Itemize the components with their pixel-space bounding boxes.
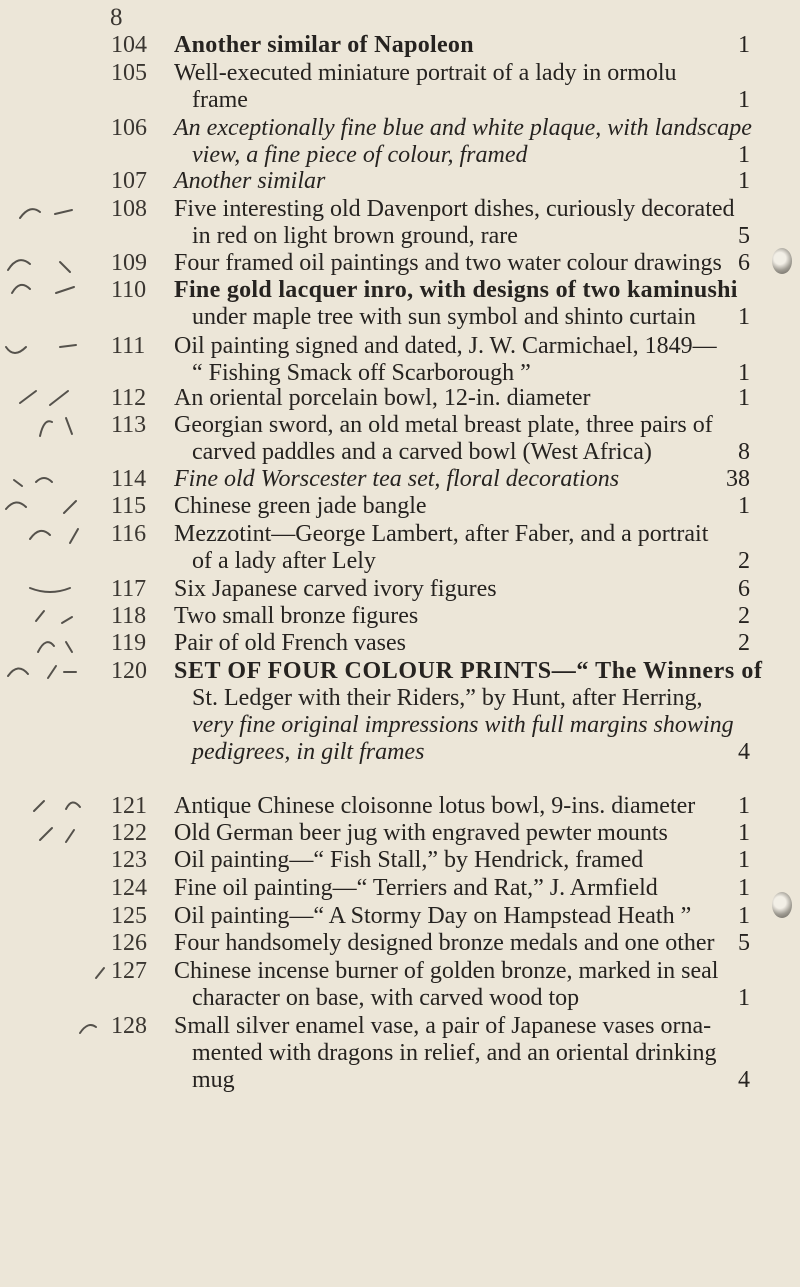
pencil-annotation-mark [0,630,110,660]
lot-description-line: Fine gold lacquer inro, with designs of two kaminushi [174,277,738,303]
lot-description-line: Oil painting signed and dated, J. W. Carmichael, 1849— [174,333,717,359]
lot-description-line: Four handsomely designed bronze medals and one other [174,930,715,956]
lot-quantity: 6 [738,250,750,276]
lot-description-line: “ Fishing Smack off Scarborough ” [192,360,531,386]
lot-number: 113 [111,412,147,438]
lot-quantity: 2 [738,630,750,656]
lot-description-line: view, a fine piece of colour, framed [192,142,528,168]
lot-number: 109 [111,250,147,276]
lot-description-line: Pair of old French vases [174,630,406,656]
lot-description-line: Another similar [174,168,326,194]
pencil-annotation-mark [0,658,110,688]
lot-description [174,115,752,169]
lot-description [174,875,736,902]
lot-description [174,521,736,575]
lot-quantity: 2 [738,548,750,574]
lot-description-line: mented with dragons in relief, and an oriental drinking [192,1040,717,1066]
lot-description-line: mug [192,1067,235,1093]
binding-hole-mark [772,248,792,274]
lot-quantity: 5 [738,930,750,956]
lot-description-line: Four framed oil paintings and two water colour drawings [174,250,722,276]
lot-description-line: Antique Chinese cloisonne lotus bowl, 9-ins. diameter [174,793,696,819]
lot-description-line: character on base, with carved wood top [192,985,580,1011]
page-number: 8 [110,4,123,31]
lot-description [174,277,736,331]
lot-number: 117 [111,576,147,602]
lot-description-line: Two small bronze figures [174,603,419,629]
lot-number: 116 [111,521,147,547]
lot-quantity: 1 [738,385,750,411]
pencil-annotation-mark [0,493,110,523]
lot-number: 124 [111,875,147,901]
lot-quantity: 1 [738,875,750,901]
lot-description-line: St. Ledger with their Riders,” by Hunt, after Herring, [192,685,703,711]
lot-description-line: Georgian sword, an old metal breast plate, three pairs of [174,412,713,438]
lot-description [174,820,736,847]
lot-number: 115 [111,493,147,519]
lot-number: 125 [111,903,147,929]
lot-number: 110 [111,277,147,303]
lot-description [174,168,736,195]
lot-number: 119 [111,630,147,656]
lot-quantity: 1 [738,903,750,929]
lot-quantity: 1 [738,142,750,168]
lot-number: 106 [111,115,147,141]
pencil-annotation-mark [0,412,110,442]
pencil-annotation-mark [0,196,110,226]
lot-description-line: of a lady after Lely [192,548,376,574]
lot-quantity: 8 [738,439,750,465]
lot-number: 127 [111,958,147,984]
lot-description-line: SET OF FOUR COLOUR PRINTS—“ The Winners of [174,658,763,684]
lot-number: 112 [111,385,147,411]
binding-hole-mark [772,892,792,918]
lot-description [174,466,736,493]
pencil-annotation-mark [0,603,110,633]
lot-description-line: very fine original impressions with full margins showing [192,712,734,738]
lot-number: 107 [111,168,147,194]
lot-quantity: 1 [738,847,750,873]
lot-description-line: Chinese incense burner of golden bronze, marked in seal [174,958,719,984]
lot-quantity: 1 [738,793,750,819]
lot-quantity: 1 [738,985,750,1011]
lot-number: 111 [111,333,146,359]
lot-number: 114 [111,466,147,492]
lot-quantity: 4 [738,1067,750,1093]
lot-quantity: 1 [738,360,750,386]
lot-description-line: Well-executed miniature portrait of a lady in ormolu [174,60,677,86]
lot-description [174,658,763,766]
lot-number: 128 [111,1013,147,1039]
lot-description [174,385,736,412]
lot-number: 122 [111,820,147,846]
lot-description-line: Oil painting—“ Fish Stall,” by Hendrick, framed [174,847,644,873]
lot-quantity: 1 [738,168,750,194]
pencil-annotation-mark [0,576,110,606]
lot-description [174,903,736,930]
lot-number: 104 [111,32,147,58]
lot-number: 121 [111,793,147,819]
lot-description [174,60,736,114]
lot-description-line: Fine oil painting—“ Terriers and Rat,” J. Armfield [174,875,658,901]
lot-description-line: An oriental porcelain bowl, 12-in. diameter [174,385,591,411]
lot-description-line: Mezzotint—George Lambert, after Faber, and a portrait [174,521,709,547]
lot-description [174,603,736,630]
pencil-annotation-mark [0,1013,110,1043]
lot-number: 120 [111,658,147,684]
lot-description-line: carved paddles and a carved bowl (West Africa) [192,439,652,465]
lot-description [174,32,736,59]
lot-description [174,958,736,1012]
lot-quantity: 5 [738,223,750,249]
lot-quantity: 1 [738,493,750,519]
lot-description [174,930,736,957]
lot-description-line: Oil painting—“ A Stormy Day on Hampstead Heath ” [174,903,692,929]
lot-description-line: Old German beer jug with engraved pewter mounts [174,820,668,846]
lot-description-line: in red on light brown ground, rare [192,223,518,249]
lot-number: 118 [111,603,147,629]
lot-description-line: Fine old Worscester tea set, floral decorations [174,466,620,492]
lot-description [174,630,736,657]
lot-quantity: 6 [738,576,750,602]
lot-description-line: Small silver enamel vase, a pair of Japanese vases orna- [174,1013,712,1039]
lot-description [174,847,736,874]
pencil-annotation-mark [0,333,110,363]
lot-number: 108 [111,196,147,222]
pencil-annotation-mark [0,793,110,823]
lot-number: 105 [111,60,147,86]
lot-quantity: 1 [738,87,750,113]
pencil-annotation-mark [0,521,110,551]
lot-description-line: under maple tree with sun symbol and shinto curtain [192,304,696,330]
pencil-annotation-mark [0,385,110,415]
pencil-annotation-mark [0,466,110,496]
lot-description-line: Chinese green jade bangle [174,493,427,519]
lot-quantity: 1 [738,304,750,330]
lot-description [174,412,736,466]
lot-description [174,196,736,250]
lot-number: 126 [111,930,147,956]
pencil-annotation-mark [0,250,110,280]
lot-description-line: frame [192,87,248,113]
lot-number: 123 [111,847,147,873]
lot-quantity: 2 [738,603,750,629]
lot-description [174,576,736,603]
pencil-annotation-mark [0,277,110,307]
lot-description-line: An exceptionally fine blue and white plaque, with landscape [174,115,752,141]
lot-description [174,1013,736,1094]
pencil-annotation-mark [0,820,110,850]
lot-description [174,493,736,520]
lot-quantity: 1 [738,820,750,846]
lot-description-line: Six Japanese carved ivory figures [174,576,497,602]
lot-description-line: pedigrees, in gilt frames [192,739,425,765]
lot-description [174,793,736,820]
lot-description [174,333,736,387]
lot-description-line: Five interesting old Davenport dishes, curiously decorated [174,196,735,222]
lot-quantity: 38 [726,466,750,492]
lot-description [174,250,736,277]
lot-description-line: Another similar of Napoleon [174,32,474,58]
pencil-annotation-mark [0,958,110,988]
lot-quantity: 1 [738,32,750,58]
lot-quantity: 4 [738,739,750,765]
